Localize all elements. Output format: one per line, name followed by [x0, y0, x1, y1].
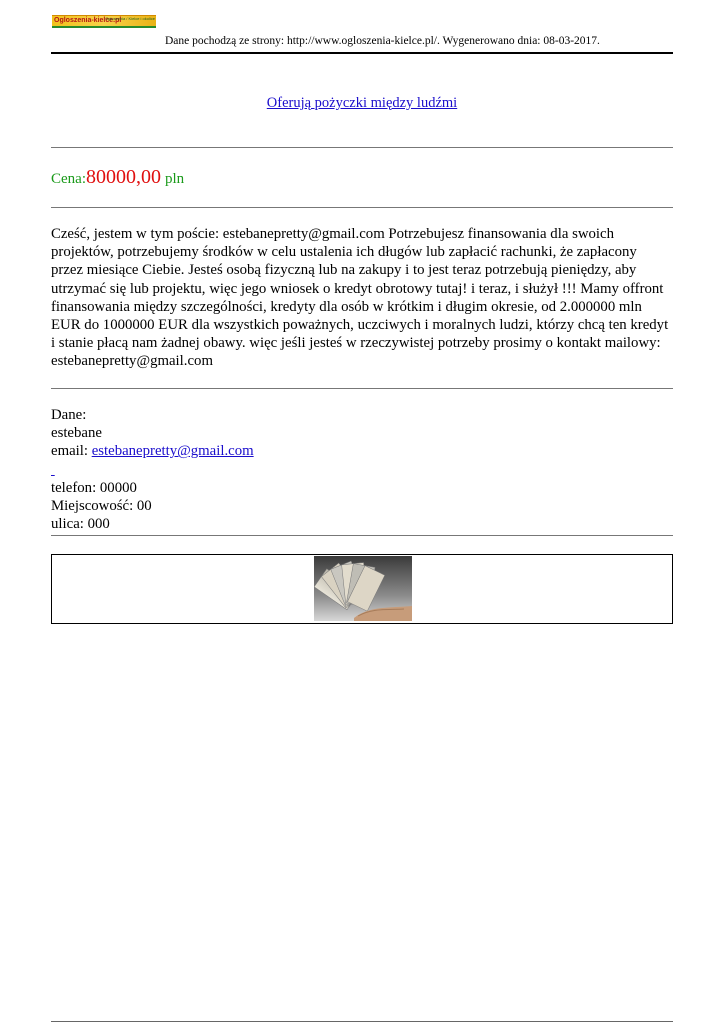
divider — [51, 535, 673, 536]
listing-title-link[interactable]: Oferują pożyczki między ludźmi — [266, 95, 458, 111]
money-banknotes-photo[interactable] — [314, 556, 412, 621]
listing-title-container — [51, 94, 673, 112]
contact-street-row — [51, 515, 254, 533]
image-gallery — [51, 554, 673, 624]
source-line: Dane pochodzą ze strony: http://www.ogloszenia-kielce.pl/. Wygenerowano dnia: 08-03-2017. — [165, 35, 600, 47]
contact-city-row — [51, 497, 254, 515]
logo-tagline: Ogłoszenia / Kielce i okolice — [105, 16, 155, 21]
divider — [51, 388, 673, 389]
divider — [51, 207, 673, 208]
email-link[interactable]: estebanepretty@gmail.com — [91, 443, 254, 460]
email-label: email: — [51, 443, 88, 460]
divider — [51, 147, 673, 148]
footer-divider — [51, 1021, 673, 1022]
contact-section — [51, 406, 254, 533]
city-label: Miejscowość: — [51, 497, 134, 514]
contact-name: estebane — [51, 425, 102, 442]
listing-description: Cześć, jestem w tym poście: estebanepretty@gmail.com Potrzebujesz finansowania dla swoich projektów, potrzebujemy środków w celu ustalenia ich długów lub zapłacić rachunki, że zapłacony przez miesiące Ciebie. Jesteś osobą fizyczną lub na zakupy i to jest teraz potrzebują pieniędzy, aby utrzymać się lub projektu, więc jego wniosek o kredyt obrotowy tutaj! i teraz, i służył !!! Mamy offront finansowania między szczególności, kredyty dla osób w krótkim i długim okresie, od 2.000000 mln EUR do 1000000 EUR dla wszystkich poważnych, uczciwych i moralnych ludzi, którzy chcą ten kredyt i stanie płacą nam żadnej obawy. więc jeśli jesteś w rzeczywistej potrzeby prosimy o kontakt mailowy: estebanepretty@gmail.com — [51, 226, 669, 370]
site-logo — [52, 15, 156, 28]
logo-text: Ogloszenia-kielce.pl — [54, 17, 122, 24]
contact-heading: Dane: — [51, 407, 87, 423]
city-value: 00 — [136, 497, 152, 514]
street-label: ulica: — [51, 516, 84, 533]
phone-label: telefon: — [51, 479, 97, 496]
street-value: 000 — [87, 516, 110, 533]
contact-email-row — [51, 442, 254, 460]
price-value: 80000,00 — [86, 166, 161, 188]
price-label: Cena: — [51, 171, 86, 187]
contact-phone-row — [51, 479, 254, 497]
header-divider — [51, 52, 673, 54]
price-currency: pln — [165, 171, 185, 187]
empty-link[interactable] — [51, 461, 57, 479]
price-row — [51, 166, 184, 189]
phone-value: 00000 — [99, 479, 137, 496]
